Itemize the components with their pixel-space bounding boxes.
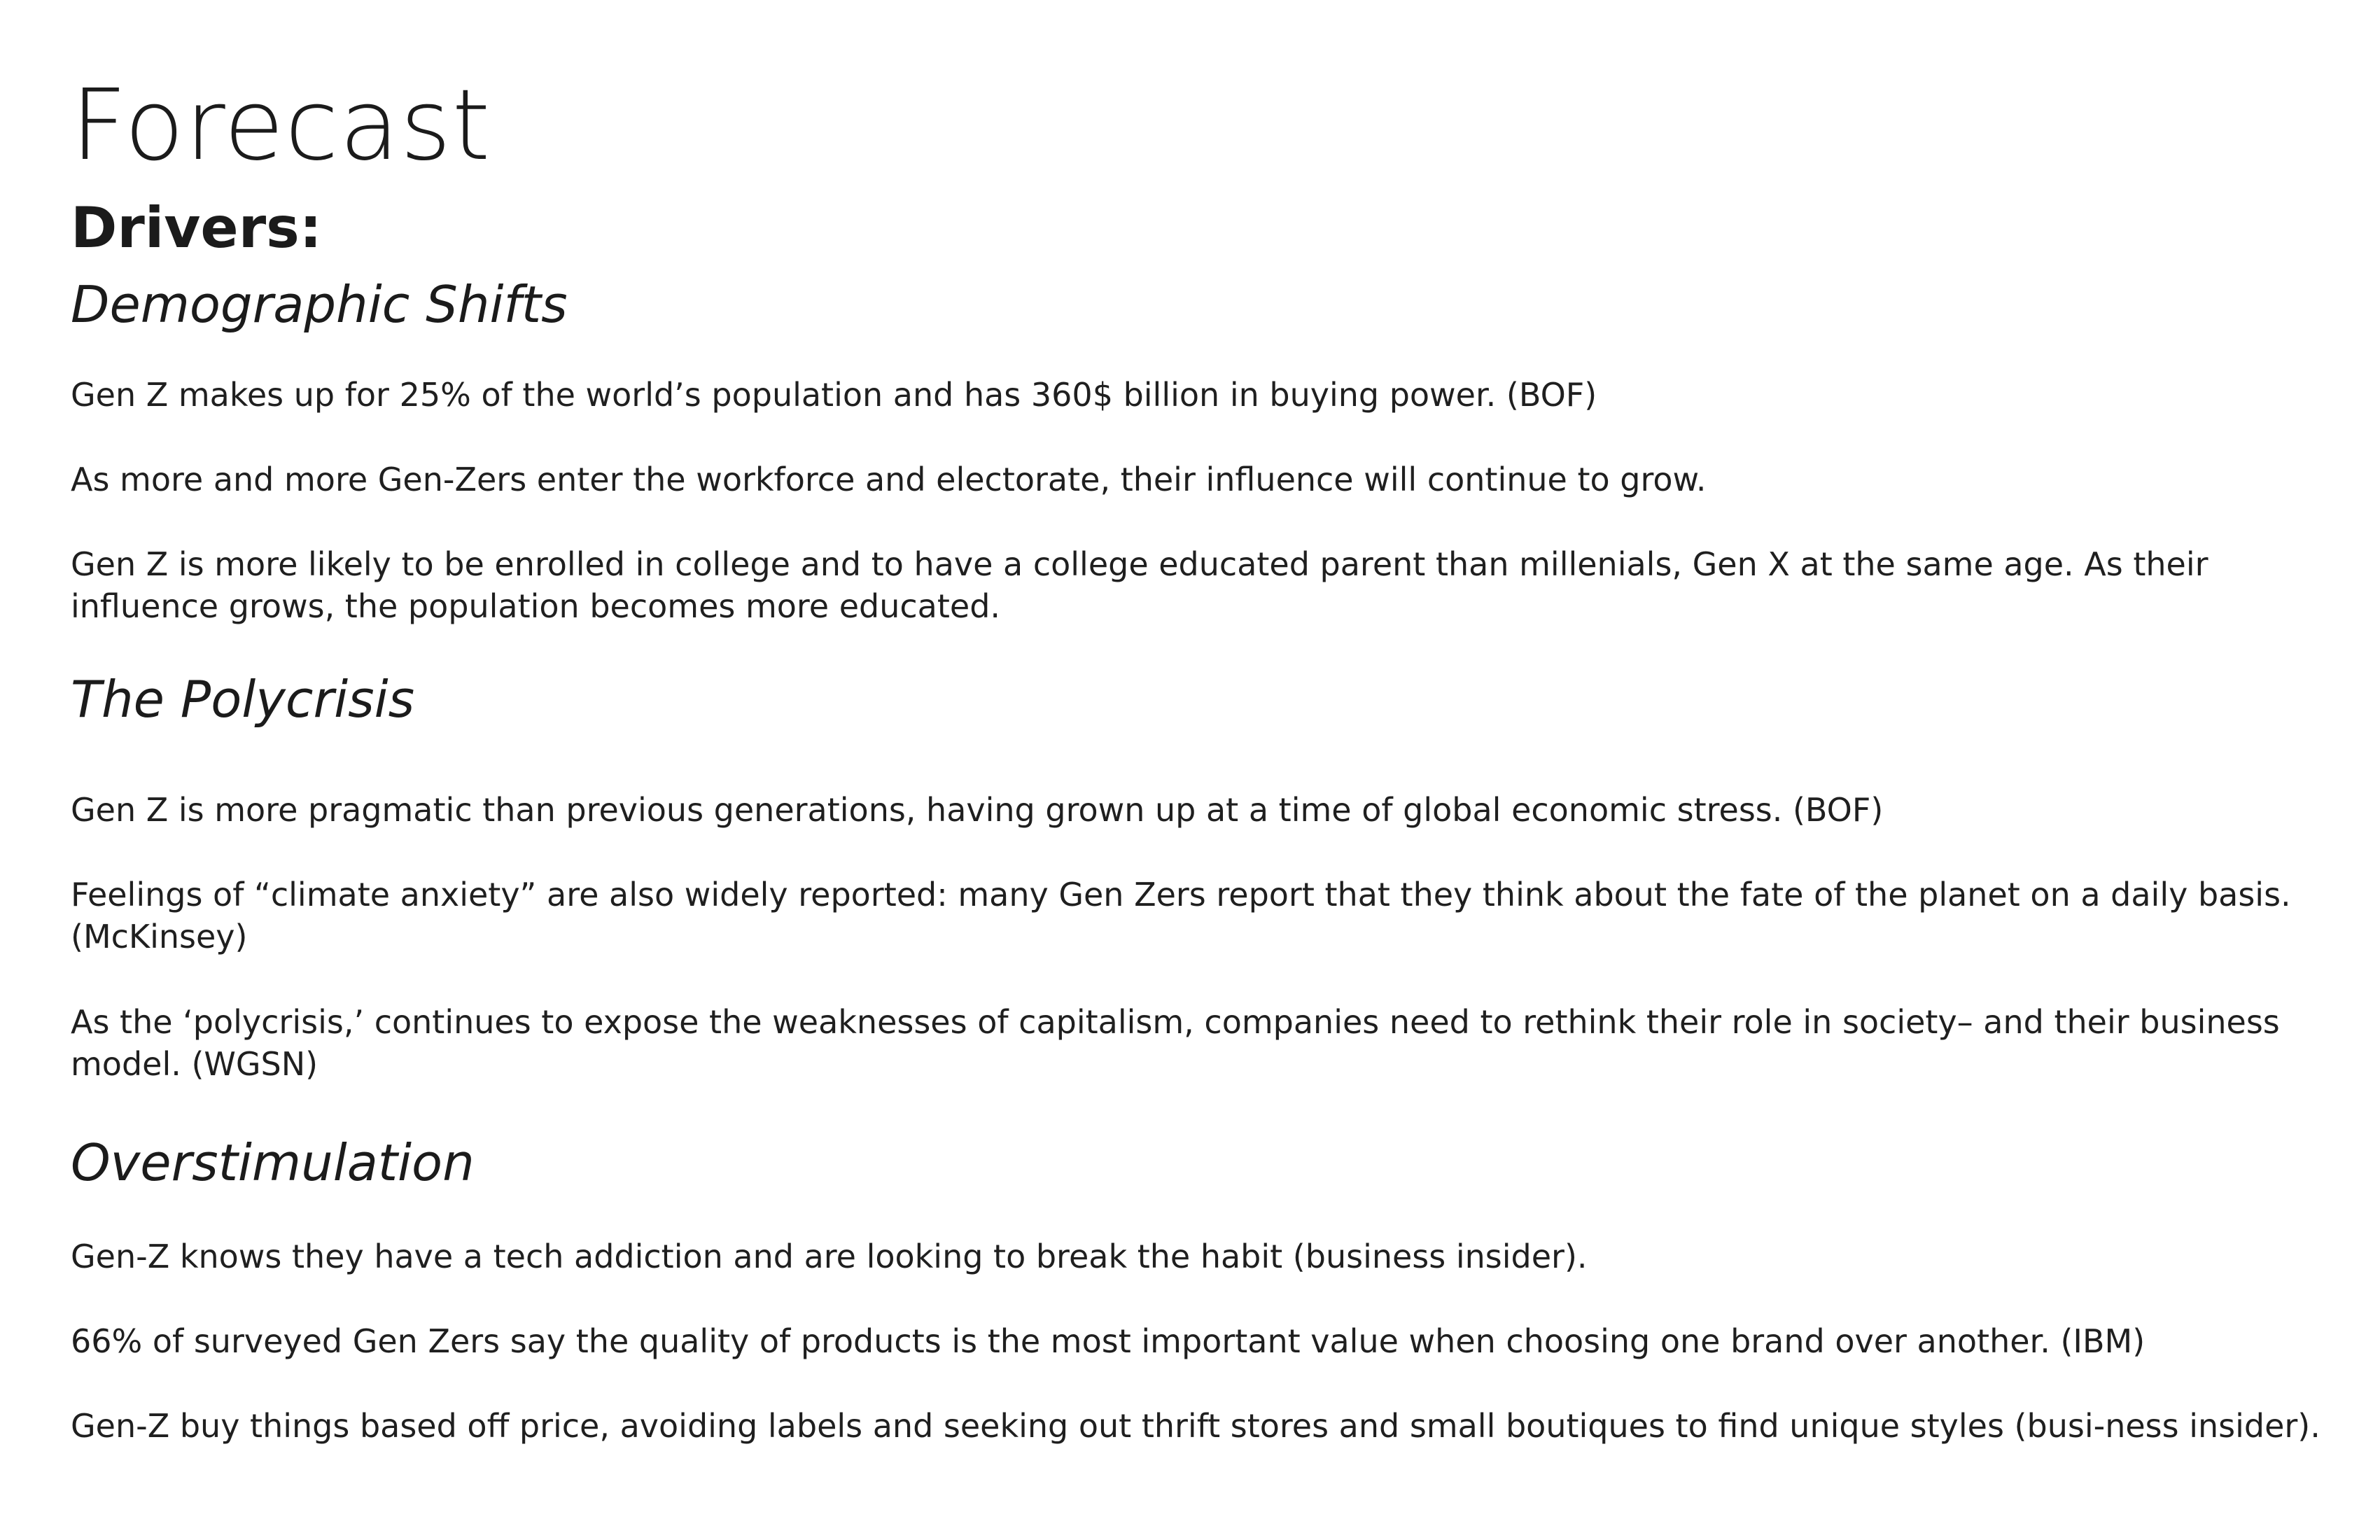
paragraph-demographic-2: As more and more Gen-Zers enter the workforce and electorate, their influence will continue to grow. — [71, 461, 1707, 498]
paragraph-overstimulation-3: Gen-Z buy things based off price, avoiding labels and seeking out thrift stores and small boutiques to find unique styles (busi-ness insider). — [71, 1407, 2320, 1445]
section-heading-polycrisis: The Polycrisis — [71, 670, 415, 729]
paragraph-polycrisis-1: Gen Z is more pragmatic than previous generations, having grown up at a time of global economic stress. (BOF) — [71, 791, 1884, 829]
paragraph-demographic-3: Gen Z is more likely to be enrolled in college and to have a college educated parent than millenials, Gen X at the same age. As their influence grows, the population becomes more educated. — [71, 545, 2208, 625]
paragraph-overstimulation-1: Gen-Z knows they have a tech addiction and are looking to break the habit (business insider). — [71, 1238, 1588, 1275]
paragraph-polycrisis-3: As the ‘polycrisis,’ continues to expose the weaknesses of capitalism, companies need to rethink their role in society– and their business model. (WGSN) — [71, 1003, 2280, 1083]
section-heading-demographic-shifts: Demographic Shifts — [71, 275, 568, 334]
drivers-heading: Drivers: — [71, 195, 322, 260]
page-title: Forecast — [71, 69, 491, 183]
paragraph-demographic-1: Gen Z makes up for 25% of the world’s population and has 360$ billion in buying power. (BOF) — [71, 376, 1597, 414]
document-page — [71, 0, 2332, 1540]
section-heading-overstimulation: Overstimulation — [71, 1133, 475, 1192]
paragraph-overstimulation-2: 66% of surveyed Gen Zers say the quality of products is the most important value when choosing one brand over another. (IBM) — [71, 1322, 2146, 1360]
paragraph-polycrisis-2: Feelings of “climate anxiety” are also widely reported: many Gen Zers report that they think about the fate of the planet on a daily basis. (McKinsey) — [71, 876, 2291, 955]
